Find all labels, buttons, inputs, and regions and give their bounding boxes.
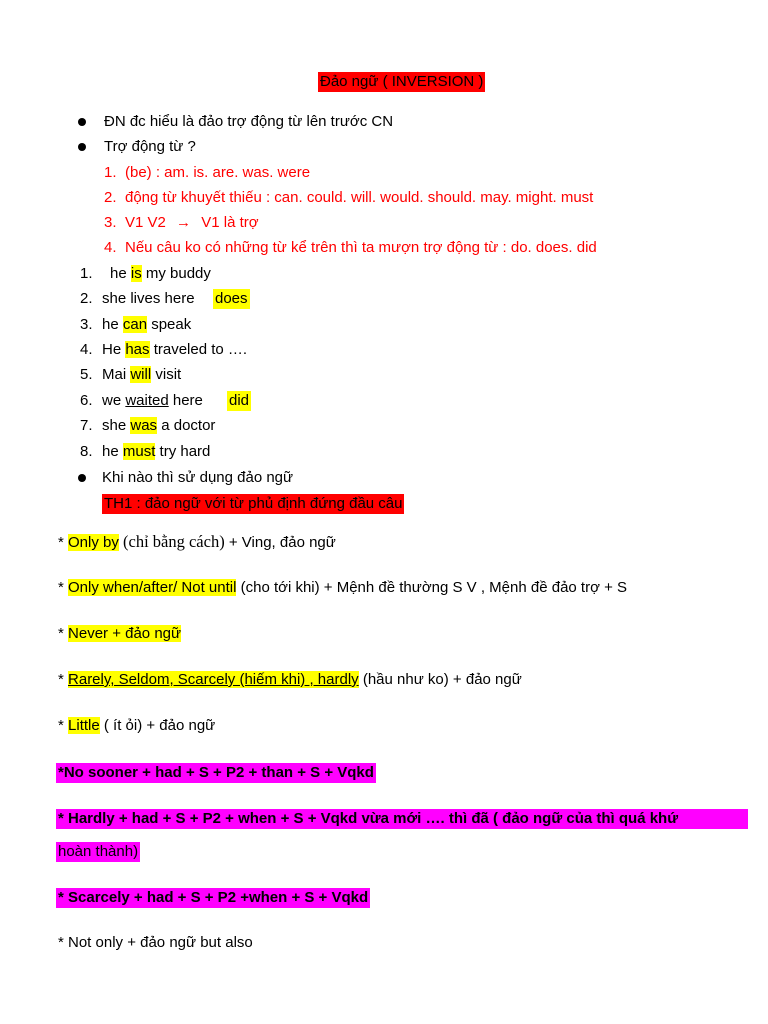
rule-keyword-highlight: Rarely, Seldom, Scarcely (hiếm khi) , hardly (68, 671, 359, 688)
when-to-use-text: Khi nào thì sử dụng đảo ngữ (102, 469, 294, 486)
example-num: 1. (80, 265, 93, 282)
rule-only-by (58, 532, 336, 553)
example-underlined-verb: waited (125, 392, 169, 409)
rule-hardly-continuation: hoàn thành) (58, 843, 139, 860)
example-item (102, 340, 247, 360)
rule-no-sooner: *No sooner + had + S + P2 + than + S + Vqkd (58, 764, 374, 781)
example-aux-highlight: will (130, 366, 152, 383)
rule-scarcely: * Scarcely + had + S + P2 +when + S + Vqkd (58, 889, 369, 906)
rule-keyword-highlight: Only when/after/ Not until (68, 579, 237, 596)
example-num: 6. (80, 392, 93, 409)
rule-meaning: (chỉ bằng cách) (118, 532, 225, 551)
rule-star: * (58, 625, 69, 642)
example-aux-highlight: has (125, 341, 150, 358)
example-aux-highlight: was (130, 417, 158, 434)
rule-text: (hầu như ko) + đảo ngữ (358, 671, 522, 688)
rule-keyword-highlight: Never + đảo ngữ (68, 625, 182, 642)
aux-v1-text: V1 là trợ (201, 214, 259, 231)
bullet-icon (78, 118, 86, 126)
example-aux-highlight: must (122, 443, 156, 460)
rule-star: * (58, 534, 69, 551)
rule-keyword-highlight: Only by (68, 534, 119, 551)
rule-text: (cho tới khi) + Mệnh đề thường S V , Mệnh đề đảo trợ + S (236, 579, 628, 596)
example-num: 8. (80, 443, 93, 460)
bullet-icon (78, 143, 86, 151)
example-aux-highlight: is (130, 265, 142, 282)
example-text: he (102, 443, 123, 460)
rule-rarely (58, 670, 522, 690)
rule-only-when (58, 578, 627, 598)
example-item (110, 264, 211, 284)
rule-star: * (58, 579, 69, 596)
example-text: we (102, 392, 126, 409)
aux-item-v1v2 (125, 213, 259, 233)
example-text: she (102, 417, 131, 434)
rule-not-only: * Not only + đảo ngữ but also (58, 934, 253, 951)
example-item (102, 365, 181, 385)
rule-never (58, 624, 181, 644)
aux-num: 3. (104, 214, 117, 231)
rule-text: + Ving, đảo ngữ (224, 534, 336, 551)
aux-num: 4. (104, 239, 117, 256)
example-text: visit (151, 366, 182, 383)
aux-item-borrow: Nếu câu ko có những từ kể trên thì ta mượn trợ động từ : do. does. did (125, 239, 597, 256)
example-text: He (102, 341, 126, 358)
example-text: my buddy (141, 265, 211, 282)
rule-keyword-highlight: Little (68, 717, 100, 734)
example-text: he (110, 265, 131, 282)
example-item (102, 315, 191, 335)
example-text: speak (147, 316, 192, 333)
example-aux-highlight: can (122, 316, 148, 333)
example-text: a doctor (157, 417, 216, 434)
rule-hardly: * Hardly + had + S + P2 + when + S + Vqkd vừa mới …. thì đã ( đảo ngữ của thì quá khứ (56, 809, 748, 829)
example-aux-highlight: did (229, 392, 250, 409)
example-num: 4. (80, 341, 93, 358)
aux-item-be: (be) : am. is. are. was. were (125, 164, 311, 181)
aux-item-modal: động từ khuyết thiếu : can. could. will. would. should. may. might. must (125, 189, 594, 206)
example-item (102, 289, 195, 309)
example-item (102, 391, 203, 411)
example-num: 5. (80, 366, 93, 383)
bullet-icon (78, 474, 86, 482)
aux-question: Trợ động từ ? (104, 138, 196, 155)
case1-heading: TH1 : đảo ngữ với từ phủ định đứng đầu câu (104, 495, 403, 512)
rule-text: ( ít ỏi) + đảo ngữ (99, 717, 216, 734)
rule-little (58, 716, 215, 736)
rule-star: * (58, 717, 69, 734)
example-num: 2. (80, 290, 93, 307)
example-num: 7. (80, 417, 93, 434)
aux-num: 1. (104, 164, 117, 181)
definition-text: ĐN đc hiểu là đảo trợ động từ lên trước CN (104, 113, 394, 130)
rule-star: * (58, 671, 69, 688)
example-num: 3. (80, 316, 93, 333)
example-text: Mai (102, 366, 131, 383)
page-title: Đảo ngữ ( INVERSION ) (320, 73, 484, 90)
example-text: he (102, 316, 123, 333)
aux-num: 2. (104, 189, 117, 206)
aux-v1v2-text: V1 V2 (125, 214, 166, 231)
arrow-right-icon: → (176, 214, 192, 231)
example-text: here (168, 392, 203, 409)
example-text: try hard (155, 443, 211, 460)
example-item (102, 416, 215, 436)
example-text: she lives here (102, 290, 195, 307)
example-aux-highlight: does (215, 290, 248, 307)
example-item (102, 442, 210, 462)
example-text: traveled to …. (149, 341, 248, 358)
